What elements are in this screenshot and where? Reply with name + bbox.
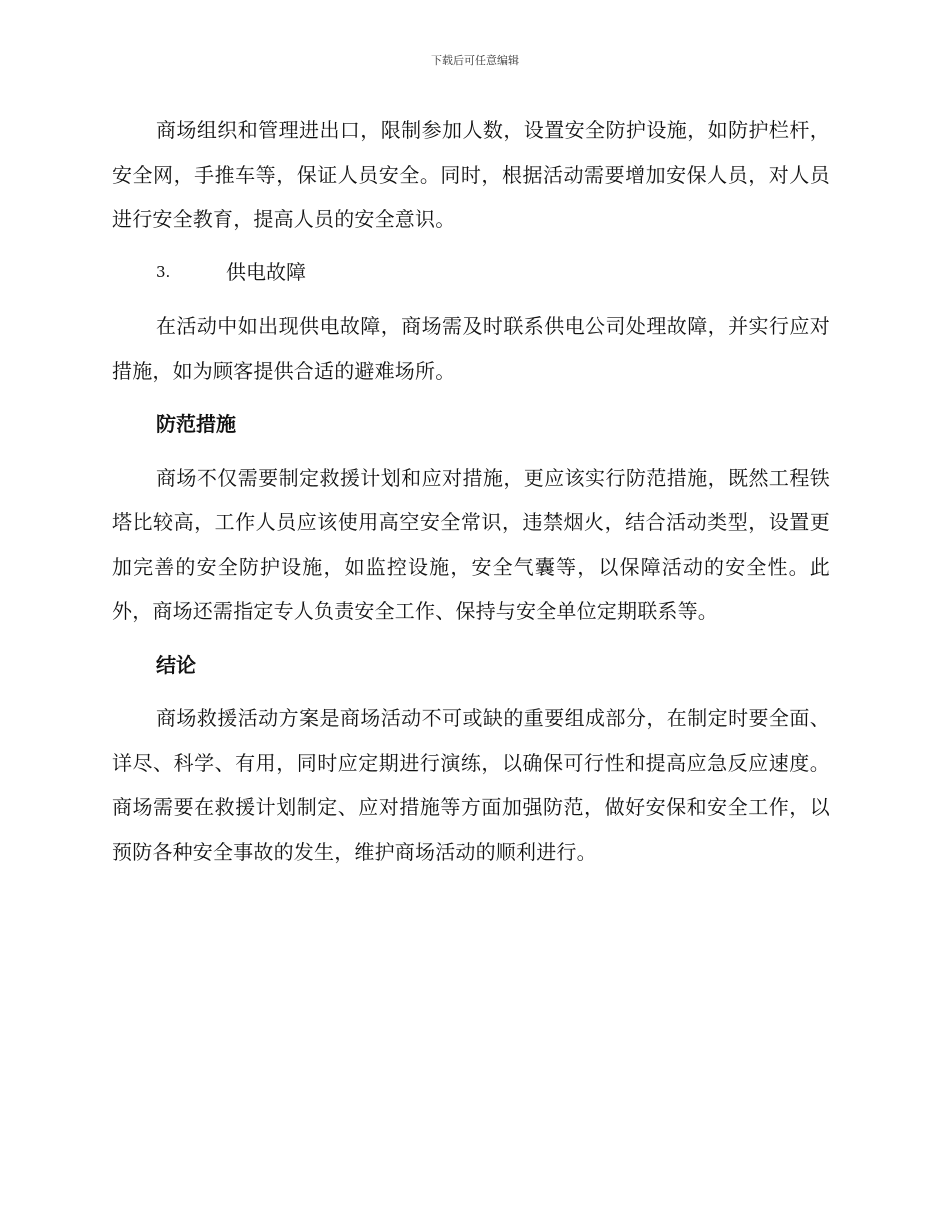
paragraph-conclusion: 商场救援活动方案是商场活动不可或缺的重要组成部分，在制定时要全面、详尽、科学、有用，同时应定期进行演练，以确保可行性和提高应急反应速度。商场需要在救援计划制定、应对措施等方面加强防范，做好安保和安全工作，以预防各种安全事故的发生，维护商场活动的顺利进行。 [112,706,830,864]
heading-prevention: 防范措施 [156,412,236,436]
paragraph-safety: 商场组织和管理进出口，限制参加人数，设置安全防护设施，如防护栏杆，安全网，手推车等，保证人员安全。同时，根据活动需要增加安保人员，对人员进行安全教育，提高人员的安全意识。 [112,118,830,231]
list-number: 3. [156,262,171,281]
list-item-power-failure [156,242,830,305]
heading-conclusion: 结论 [156,652,196,677]
list-title: 供电故障 [226,259,306,284]
page-header: 下载后可任意编辑 [431,54,519,67]
paragraph-prevention: 商场不仅需要制定救援计划和应对措施，更应该实行防范措施，既然工程铁塔比较高，工作人员应该使用高空安全常识，违禁烟火，结合活动类型，设置更加完善的安全防护设施，如监控设施，安全气囊等，以保障活动的安全性。此外，商场还需指定专人负责安全工作、保持与安全单位定期联系等。 [112,465,830,623]
paragraph-power-failure: 在活动中如出现供电故障，商场需及时联系供电公司处理故障，并实行应对措施，如为顾客提供合适的避难场所。 [112,314,830,383]
document-body [112,108,830,874]
